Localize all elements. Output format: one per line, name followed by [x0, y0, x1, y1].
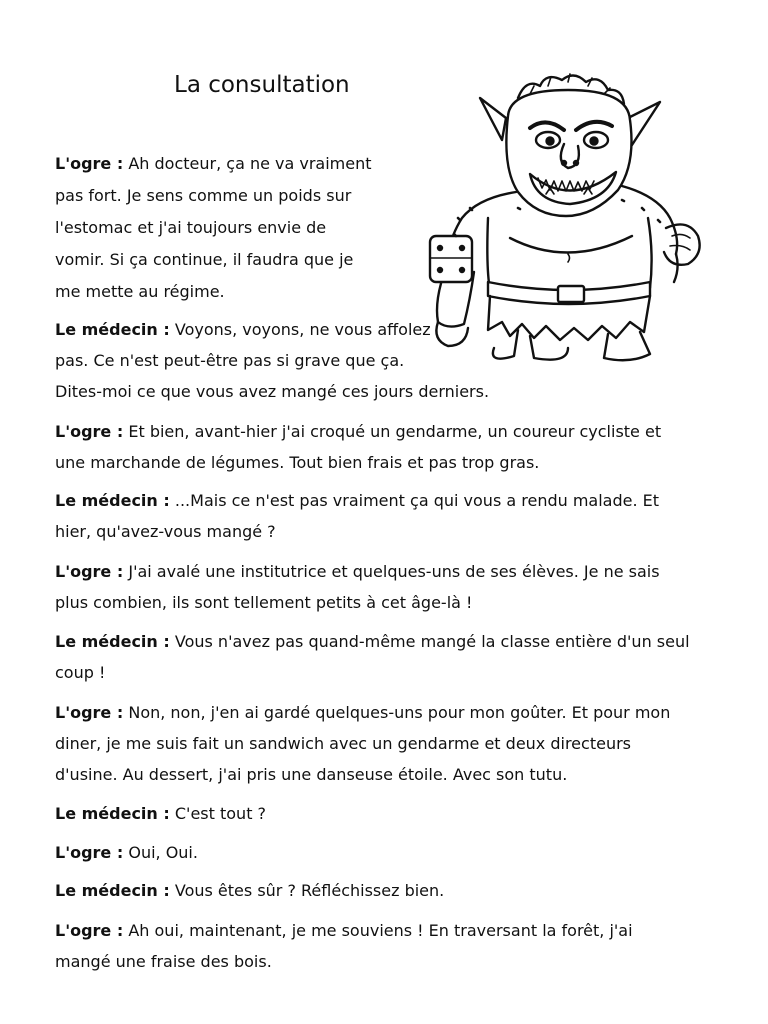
speech-text: Vous n'avez pas quand-même mangé la classe entière d'un seul	[174, 632, 690, 651]
speech-text: l'estomac et j'ai toujours envie de	[55, 218, 327, 237]
dialogue-line	[55, 148, 395, 308]
speaker-label: Le médecin :	[55, 881, 170, 900]
speaker-label: L'ogre :	[55, 843, 124, 862]
speech-text: J'ai avalé une institutrice et quelques-uns de ses élèves. Je ne sais	[128, 562, 660, 581]
speech-text: pas fort. Je sens comme un poids sur	[55, 186, 352, 205]
speech-text: plus combien, ils sont tellement petits à cet âge-là !	[55, 593, 473, 612]
dialogue-line	[55, 798, 715, 829]
speech-text: d'usine. Au dessert, j'ai pris une danseuse étoile. Avec son tutu.	[55, 765, 568, 784]
speech-text: me mette au régime.	[55, 282, 225, 301]
speech-text: ...Mais ce n'est pas vraiment ça qui vous a rendu malade. Et	[174, 491, 660, 510]
speech-text: C'est tout ?	[174, 804, 267, 823]
dialogue-line	[55, 556, 715, 618]
speech-text: une marchande de légumes. Tout bien frais et pas trop gras.	[55, 453, 540, 472]
dialogue-line	[55, 416, 715, 478]
dialogue-line	[55, 485, 715, 547]
speech-text: Ah oui, maintenant, je me souviens ! En traversant la forêt, j'ai	[128, 921, 633, 940]
speech-text: coup !	[55, 663, 106, 682]
speech-text: pas. Ce n'est peut-être pas si grave que ça.	[55, 351, 405, 370]
dialogue-line	[55, 875, 715, 906]
dialogue-line	[55, 697, 715, 790]
speech-text: Dites-moi ce que vous avez mangé ces jours derniers.	[55, 382, 490, 401]
speech-text: mangé une fraise des bois.	[55, 952, 272, 971]
speaker-label: L'ogre :	[55, 921, 124, 940]
speaker-label: L'ogre :	[55, 154, 124, 173]
speech-text: Non, non, j'en ai gardé quelques-uns pour mon goûter. Et pour mon	[128, 703, 671, 722]
speech-text: Et bien, avant-hier j'ai croqué un gendarme, un coureur cycliste et	[128, 422, 662, 441]
speech-text: vomir. Si ça continue, il faudra que je	[55, 250, 354, 269]
speech-text: Ah docteur, ça ne va vraiment	[128, 154, 372, 173]
speech-text: Voyons, voyons, ne vous affolez	[174, 320, 431, 339]
dialogue-line	[55, 837, 715, 868]
speaker-label: L'ogre :	[55, 562, 124, 581]
dialogue-line	[55, 314, 715, 407]
page-title: La consultation	[174, 72, 350, 98]
dialogue-line	[55, 915, 715, 977]
speaker-label: Le médecin :	[55, 491, 170, 510]
speaker-label: Le médecin :	[55, 632, 170, 651]
speech-text: hier, qu'avez-vous mangé ?	[55, 522, 276, 541]
speech-text: Oui, Oui.	[128, 843, 198, 862]
speaker-label: L'ogre :	[55, 703, 124, 722]
speech-text: diner, je me suis fait un sandwich avec un gendarme et deux directeurs	[55, 734, 631, 753]
speaker-label: Le médecin :	[55, 804, 170, 823]
speaker-label: L'ogre :	[55, 422, 124, 441]
dialogue-line	[55, 626, 715, 688]
speech-text: Vous êtes sûr ? Réfléchissez bien.	[174, 881, 445, 900]
speaker-label: Le médecin :	[55, 320, 170, 339]
